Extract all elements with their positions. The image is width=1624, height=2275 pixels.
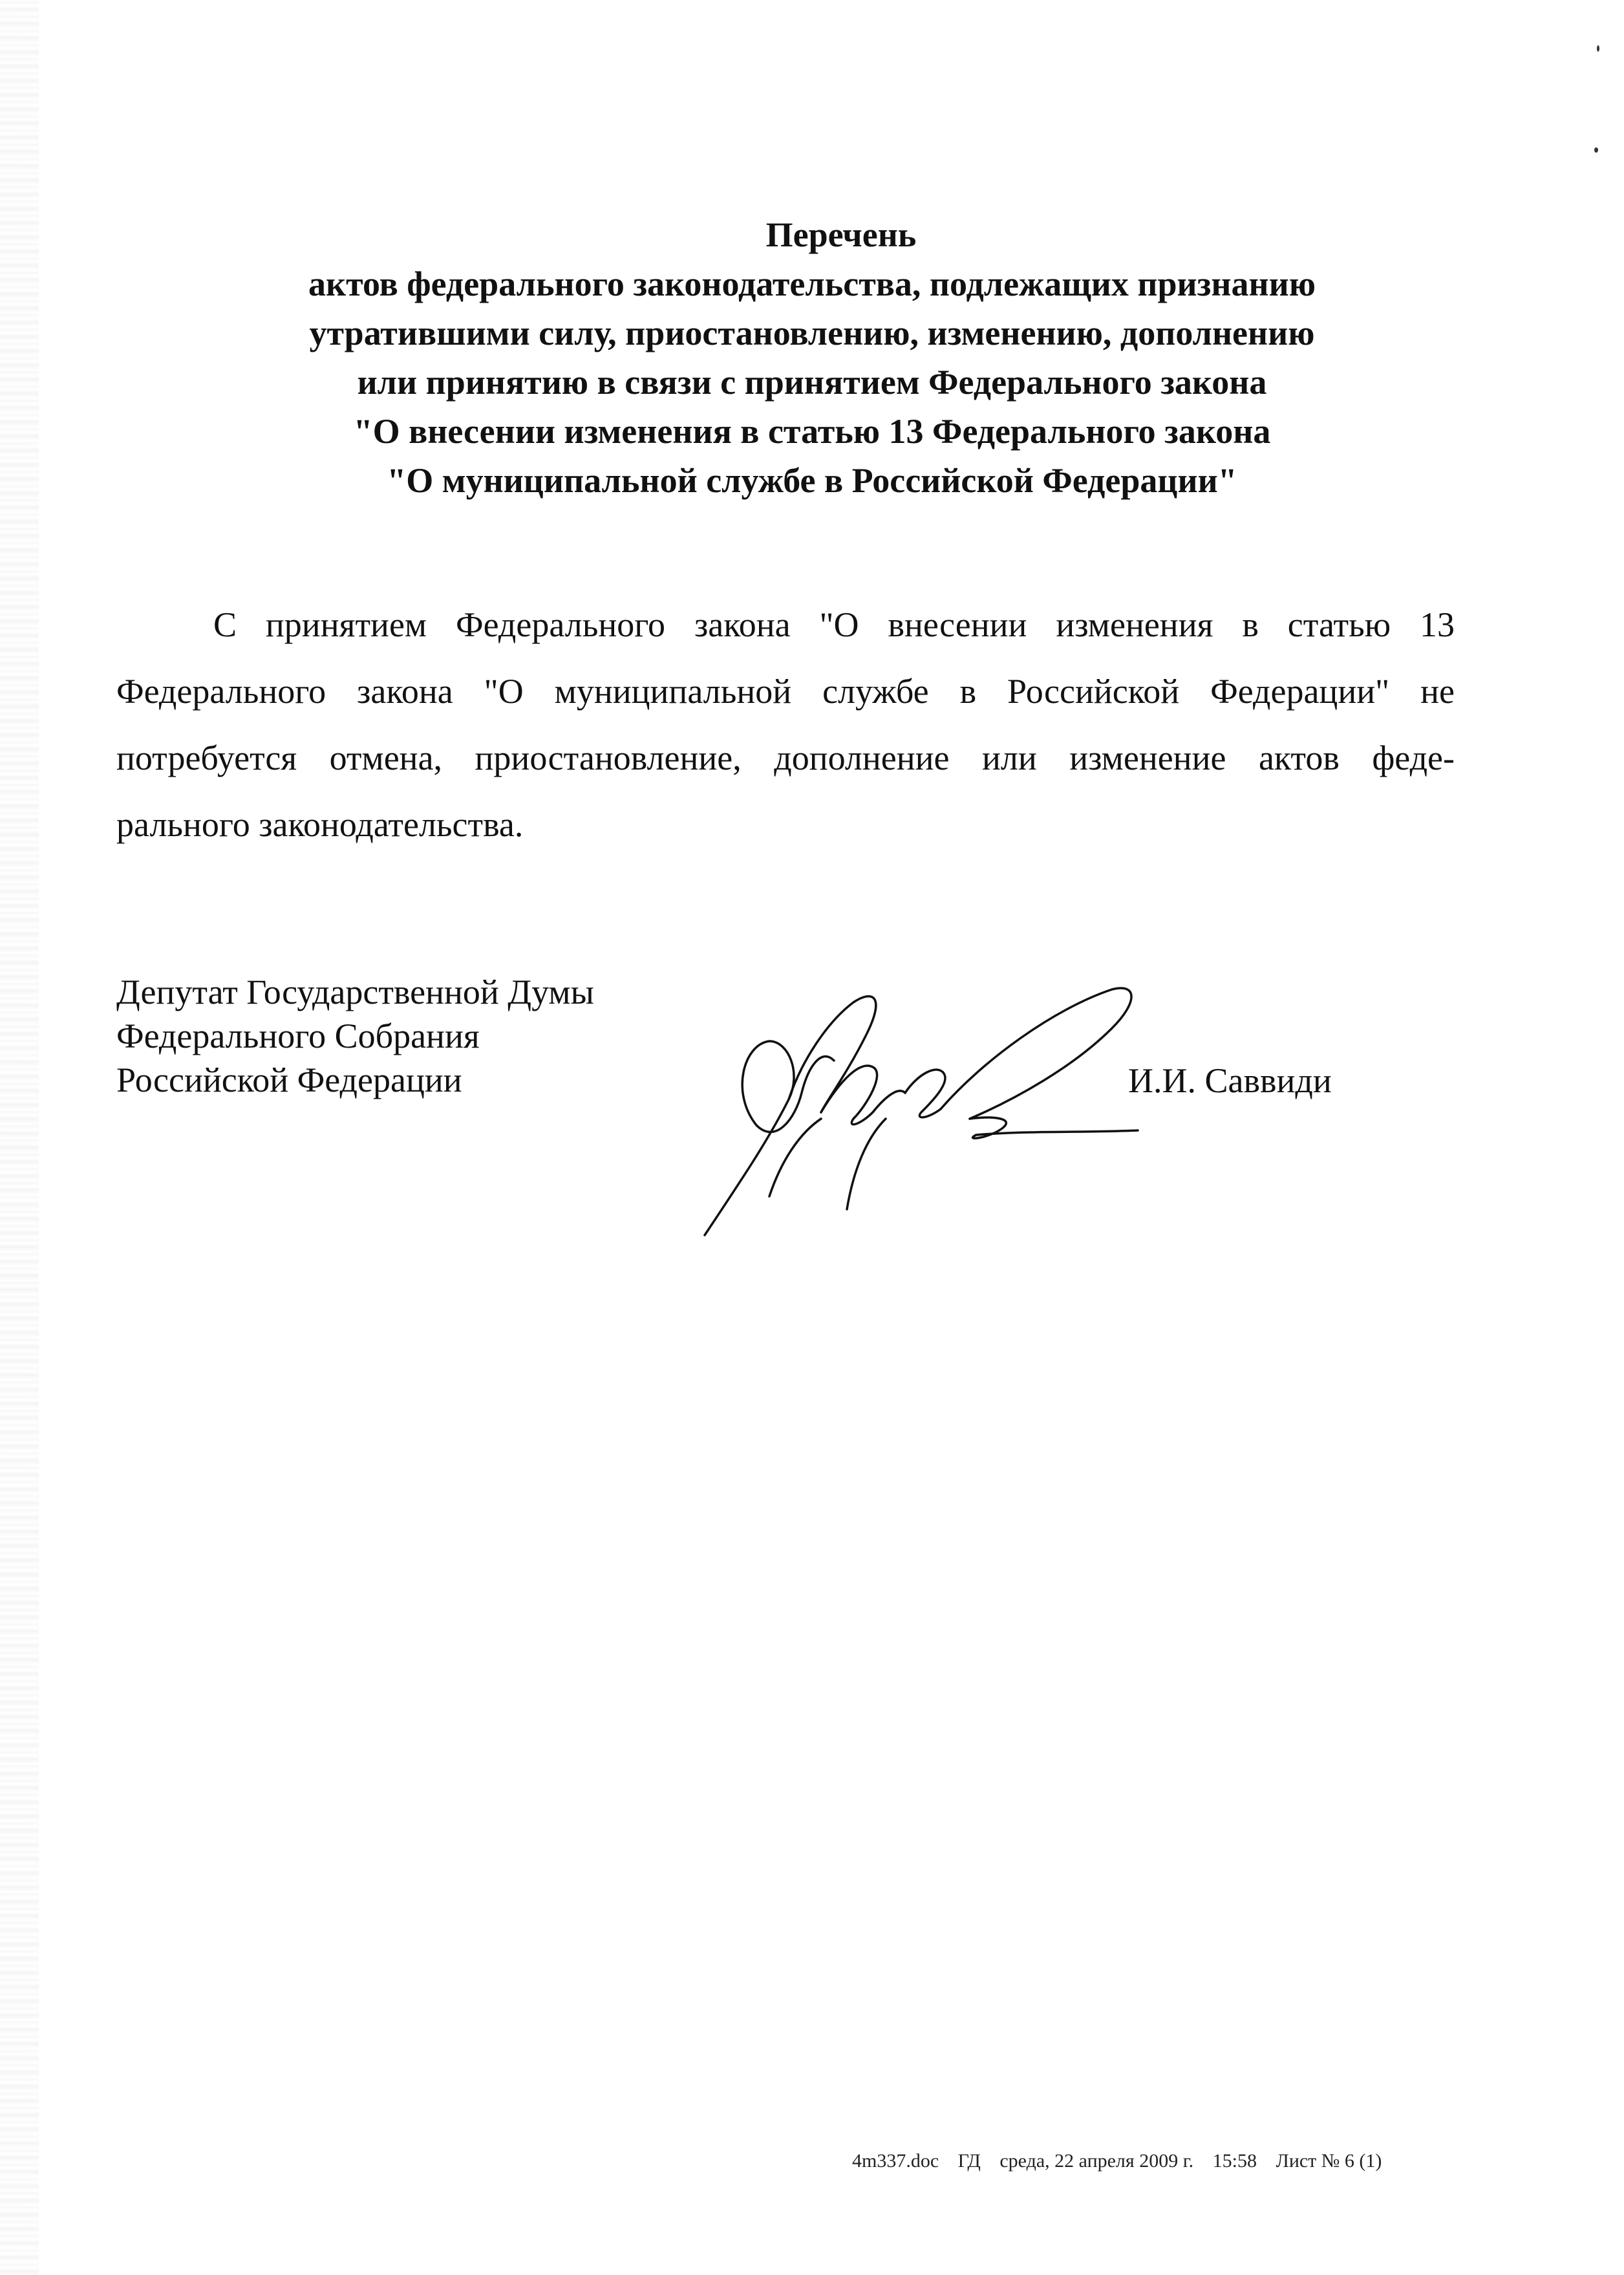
handwritten-signature: [692, 964, 1144, 1248]
signer-name: И.И. Саввиди: [1128, 1061, 1332, 1100]
body-paragraph: [116, 592, 1455, 858]
body-line: рального законодательства.: [116, 805, 524, 844]
title-line: "О муниципальной службе в Российской Федерации": [387, 461, 1237, 500]
signer-position-line: Депутат Государственной Думы: [116, 973, 594, 1011]
document-footer: [852, 2148, 1396, 2174]
body-line: С принятием Федерального закона "О внесении изменения в статью 13: [213, 605, 1455, 644]
title-line: утратившими силу, приостановлению, изменению, дополнению: [309, 314, 1315, 352]
scan-speck: [1594, 147, 1598, 153]
footer-time: 15:58: [1212, 2150, 1257, 2172]
title-line: актов федерального законодательства, подлежащих признанию: [308, 264, 1316, 303]
title-line: "О внесении изменения в статью 13 Федерального закона: [353, 412, 1271, 451]
body-line: Федерального закона "О муниципальной службе в Российской Федерации" не: [116, 672, 1455, 711]
title-line: или принятию в связи с принятием Федерального закона: [357, 363, 1267, 402]
signer-position-line: Российской Федерации: [116, 1061, 462, 1099]
body-line: потребуется отмена, приостановление, дополнение или изменение актов феде-: [116, 739, 1455, 777]
footer-filename: 4m337.doc: [852, 2150, 939, 2172]
footer-sheet: Лист № 6 (1): [1276, 2150, 1382, 2172]
footer-office: ГД: [957, 2150, 981, 2172]
title-heading: Перечень: [765, 215, 917, 254]
scan-speck: [1597, 45, 1599, 52]
footer-date: среда, 22 апреля 2009 г.: [999, 2150, 1194, 2172]
document-title: [0, 210, 1624, 505]
signer-position: [116, 970, 594, 1102]
signer-position-line: Федерального Собрания: [116, 1017, 480, 1055]
